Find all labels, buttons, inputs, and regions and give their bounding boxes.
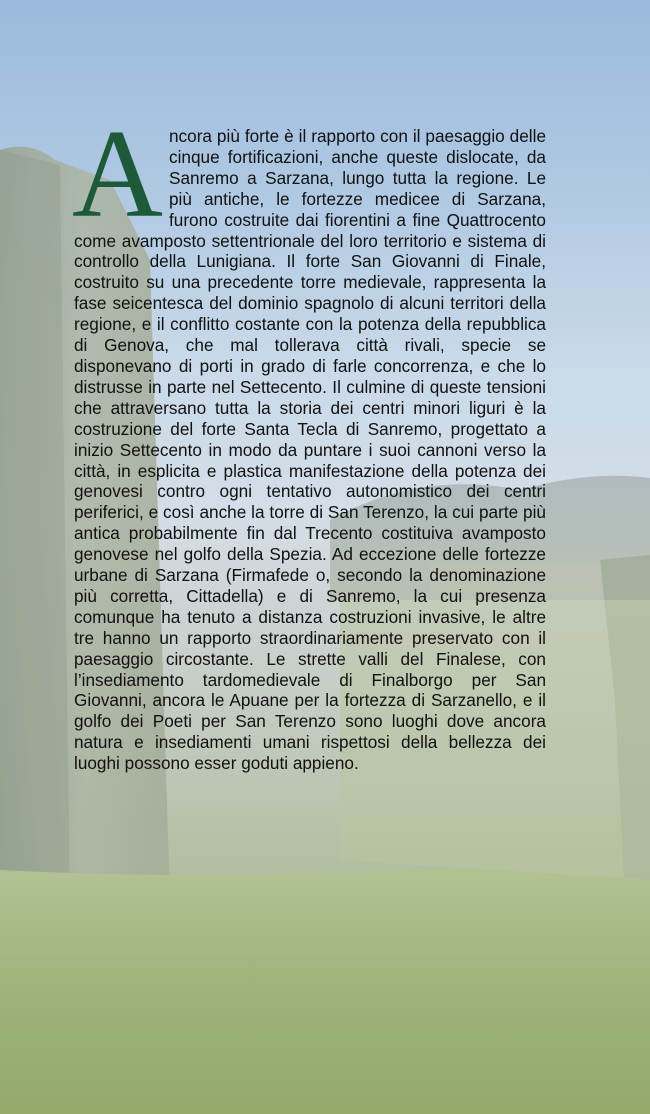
article-body: ncora più forte è il rapporto con il paesaggio delle cinque fortificazioni, anche queste dislocate, da Sanremo a Sarzana, lungo tutta la regione. Le più antiche, le fortezze medicee di Sarzana, furono costruite dai fiorentini a fine Quattrocento come avamposto settentrionale del loro territorio e sistema di controllo della Lunigiana. Il forte San Giovanni di Finale, costruito su una precedente torre medievale, rappresenta la fase seicentesca del dominio spagnolo di alcuni territori della regione, e il conflitto costante con la potenza della repubblica di Genova, che mal tollerava città rivali, specie se disponevano di porti in grado di farle concorrenza, e che lo distrusse in parte nel Settecento. Il culmine di queste tensioni che attraversano tutta la storia dei centri minori liguri è la costruzione del forte Santa Tecla di Sanremo, progettato a inizio Settecento in modo da puntare i suoi cannoni verso la città, in esplicita e plastica manifestazione della potenza dei genovesi contro ogni tentativo autonomistico dei centri periferici, e così anche la torre di San Terenzo, la cui parte più antica probabilmente fin dal Trecento costituiva avamposto genovese nel golfo della Spezia. Ad eccezione delle fortezze urbane di Sarzana (Firmafede o, secondo la denominazione più corretta, Cittadella) e di Sanremo, la cui presenza comunque ha tenuto a distanza costruzioni invasive, le altre tre hanno un rapporto straordinariamente preservato con il paesaggio circostante. Le strette valli del Finalese, con l’insediamento tardomedievale di Finalborgo per San Giovanni, ancora le Apuane per la fortezza di Sarzanello, e il golfo dei Poeti per San Terenzo sono luoghi dove ancora natura e insediamenti umani rispettosi della bellezza dei luoghi possono esser goduti appieno. (74, 126, 546, 774)
drop-cap: A (72, 105, 163, 244)
article-text (72, 105, 546, 774)
